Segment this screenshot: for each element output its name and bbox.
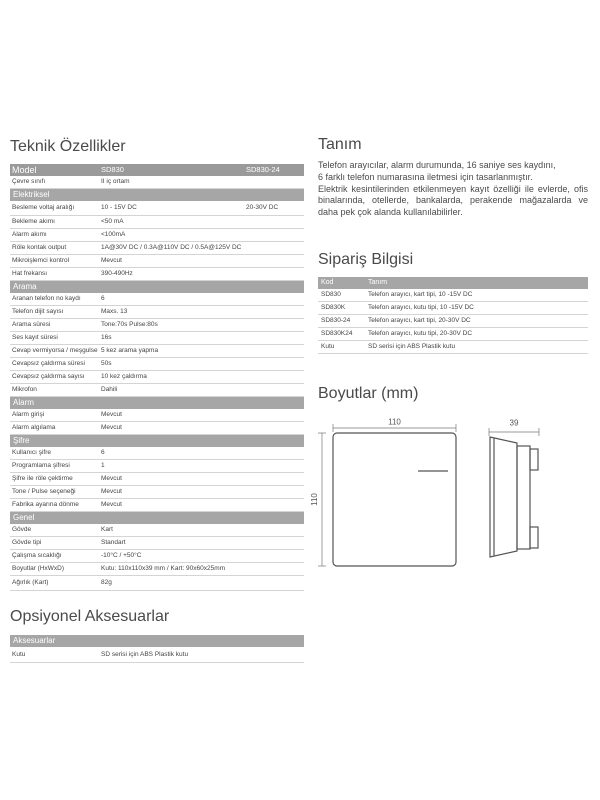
- spec-label: Mikroişlemci kontrol: [12, 257, 70, 264]
- spec-row: [10, 499, 304, 512]
- spec-row: [10, 422, 304, 435]
- description-line: Telefon arayıcılar, alarm durumunda, 16 saniye ses kaydını,: [318, 160, 556, 170]
- spec-value: 10 - 15V DC: [101, 204, 137, 211]
- description-line: daha pek çok alanda kullanılabilirler.: [318, 207, 463, 217]
- spec-value: 1: [101, 462, 105, 469]
- spec-row: [10, 371, 304, 384]
- spec-value: Dahili: [101, 386, 118, 393]
- spec-row: [10, 229, 304, 242]
- section-header-label: Arama: [13, 282, 37, 291]
- spec-label: Alarm girişi: [12, 411, 45, 418]
- order-column-code: Kod: [321, 279, 334, 286]
- order-column-description: Tanım: [368, 279, 388, 286]
- spec-value: II iç ortam: [101, 178, 130, 185]
- model-column-sd830: SD830: [101, 165, 124, 174]
- accessories-header-row: [10, 635, 304, 647]
- spec-value: Mevcut: [101, 257, 122, 264]
- spec-value: 50s: [101, 360, 112, 367]
- spec-value: 82g: [101, 579, 112, 586]
- spec-value: Kutu: 110x110x39 mm / Kart: 90x60x25mm: [101, 565, 226, 572]
- order-title: Sipariş Bilgisi: [318, 251, 414, 268]
- spec-value: Mevcut: [101, 501, 122, 508]
- spec-value: Mevcut: [101, 411, 122, 418]
- spec-label: Fabrika ayarına dönme: [12, 501, 79, 508]
- order-row: [318, 289, 588, 302]
- spec-row: [10, 268, 304, 281]
- spec-row: [10, 486, 304, 499]
- specs-title: Teknik Özellikler: [10, 138, 126, 155]
- spec-label: Çalışma sıcaklığı: [12, 552, 62, 559]
- spec-label: Alarm algılama: [12, 424, 56, 431]
- spec-label: Programlama şifresi: [12, 462, 70, 469]
- spec-row: [10, 447, 304, 460]
- description-title: Tanım: [318, 136, 362, 153]
- side-terminal-top: [530, 449, 538, 470]
- spec-label: Mikrofon: [12, 386, 37, 393]
- model-header-row: [10, 164, 304, 176]
- spec-label: Cevap vermiyorsa / meşgulse: [12, 347, 98, 354]
- accessory-label: Kutu: [12, 650, 26, 658]
- order-code: SD830K24: [321, 330, 353, 337]
- spec-label: Cevapsız çaldırma süresi: [12, 360, 85, 367]
- height-dimension-label: 110: [310, 493, 319, 506]
- spec-value: 1A@30V DC / 0.3A@110V DC / 0.5A@125V DC: [101, 244, 242, 251]
- spec-label: Aranan telefon no kaydı: [12, 295, 81, 302]
- order-description: Telefon arayıcı, kutu tipi, 20-30V DC: [368, 330, 473, 337]
- side-body-outline: [517, 446, 530, 549]
- spec-label: Bekleme akımı: [12, 218, 55, 225]
- spec-label: Alarm akımı: [12, 231, 47, 238]
- front-view: [310, 418, 456, 567]
- accessory-row: [10, 647, 304, 663]
- dimensions-title: Boyutlar (mm): [318, 385, 419, 402]
- spec-row: [10, 576, 304, 591]
- accessories-title: Opsiyonel Aksesuarlar: [10, 608, 170, 625]
- specs-table: [10, 164, 304, 591]
- spec-row: [10, 550, 304, 563]
- order-code: SD830: [321, 291, 341, 298]
- spec-value: 5 kez arama yapma: [101, 347, 159, 354]
- description-line: binalarında, otellerde, bankalarda, perakende mağazalarda ve: [318, 195, 588, 206]
- spec-row: [10, 216, 304, 229]
- spec-row: [10, 384, 304, 397]
- spec-label: Çevre sınıfı: [12, 178, 46, 185]
- front-panel-outline: [333, 433, 456, 566]
- accessories-header-label: Aksesuarlar: [13, 636, 56, 645]
- side-terminal-bottom: [530, 527, 538, 548]
- spec-value: Mevcut: [101, 475, 122, 482]
- order-row: [318, 328, 588, 341]
- spec-value: Tone:70s Pulse:80s: [101, 321, 158, 328]
- spec-row: [10, 358, 304, 371]
- spec-row: [10, 460, 304, 473]
- spec-value: <100mA: [101, 231, 126, 238]
- model-column-sd830-24: SD830-24: [246, 165, 280, 174]
- spec-value: 6: [101, 449, 105, 456]
- spec-row: [10, 255, 304, 268]
- spec-label: Röle kontak output: [12, 244, 67, 251]
- section-header-label: Genel: [13, 513, 35, 522]
- spec-label: Şifre ile röle çektirme: [12, 475, 73, 482]
- spec-label: Ağırlık (Kart): [12, 579, 49, 586]
- spec-label: Cevapsız çaldırma sayısı: [12, 373, 85, 380]
- side-view: [489, 419, 539, 558]
- spec-label: Hat frekansı: [12, 270, 48, 277]
- spec-row: [10, 293, 304, 306]
- spec-row: [10, 473, 304, 486]
- section-header-label: Alarm: [13, 398, 34, 407]
- spec-label: Gövde tipi: [12, 539, 42, 546]
- spec-value: 10 kez çaldırma: [101, 373, 147, 380]
- accessory-value: SD serisi için ABS Plastik kutu: [101, 650, 189, 658]
- spec-row: [10, 345, 304, 358]
- spec-row: [10, 409, 304, 422]
- dimension-drawing: [300, 410, 550, 575]
- spec-label: Boyutlar (HxWxD): [12, 565, 65, 572]
- section-header-sifre: [10, 435, 304, 447]
- spec-row: [10, 176, 304, 189]
- accessories-table: [10, 635, 304, 663]
- spec-value: Kart: [101, 526, 113, 533]
- spec-value: 6: [101, 295, 105, 302]
- spec-value: Standart: [101, 539, 126, 546]
- section-header-label: Şifre: [13, 436, 30, 445]
- description-line: 6 farklı telefon numarasına iletmesi için tasarlanmıştır.: [318, 171, 533, 182]
- spec-value-alt: 20-30V DC: [246, 204, 279, 211]
- spec-label: Ses kayıt süresi: [12, 334, 58, 341]
- spec-label: Besleme voltaj aralığı: [12, 204, 75, 211]
- order-code: SD830-24: [321, 317, 351, 324]
- width-dimension-label: 110: [388, 417, 401, 427]
- order-table: [318, 277, 588, 354]
- spec-row: [10, 201, 304, 216]
- order-description: Telefon arayıcı, kart tipi, 10 -15V DC: [368, 291, 473, 298]
- section-header-genel: [10, 512, 304, 524]
- spec-label: Arama süresi: [12, 321, 51, 328]
- spec-row: [10, 306, 304, 319]
- model-header-label: Model: [12, 165, 37, 175]
- order-description: Telefon arayıcı, kutu tipi, 10 -15V DC: [368, 304, 474, 311]
- spec-row: [10, 537, 304, 550]
- order-header-row: [318, 277, 588, 289]
- spec-value: Maxs. 13: [101, 308, 128, 315]
- spec-label: Kullanıcı şifre: [12, 449, 52, 456]
- description-text: [318, 160, 588, 219]
- spec-value: 390-490Hz: [101, 270, 133, 277]
- spec-label: Gövde: [12, 526, 32, 533]
- spec-value: Mevcut: [101, 424, 122, 431]
- description-line: Elektrik kesintilerinden etkilenmeyen kayıt özelliği ile evlerde, ofis: [318, 183, 588, 194]
- section-header-arama: [10, 281, 304, 293]
- section-header-label: Elektriksel: [13, 190, 50, 199]
- order-description: Telefon arayıcı, kart tipi, 20-30V DC: [368, 317, 471, 324]
- spec-row: [10, 242, 304, 255]
- spec-row: [10, 563, 304, 576]
- order-description: SD serisi için ABS Plastik kutu: [368, 343, 456, 350]
- spec-value: -10°C / +50°C: [101, 552, 142, 559]
- order-code: Kutu: [321, 343, 335, 350]
- spec-row: [10, 319, 304, 332]
- order-row: [318, 315, 588, 328]
- spec-label: Telefon dijit sayısı: [12, 308, 64, 315]
- order-code: SD830K: [321, 304, 346, 311]
- spec-label: Tone / Pulse seçeneği: [12, 488, 76, 495]
- order-row: [318, 341, 588, 354]
- spec-row: [10, 332, 304, 345]
- order-row: [318, 302, 588, 315]
- spec-value: <50 mA: [101, 218, 124, 225]
- spec-value: Mevcut: [101, 488, 122, 495]
- section-header-elektriksel: [10, 189, 304, 201]
- depth-dimension-label: 39: [509, 418, 519, 428]
- section-header-alarm: [10, 397, 304, 409]
- spec-row: [10, 524, 304, 537]
- spec-value: 16s: [101, 334, 112, 341]
